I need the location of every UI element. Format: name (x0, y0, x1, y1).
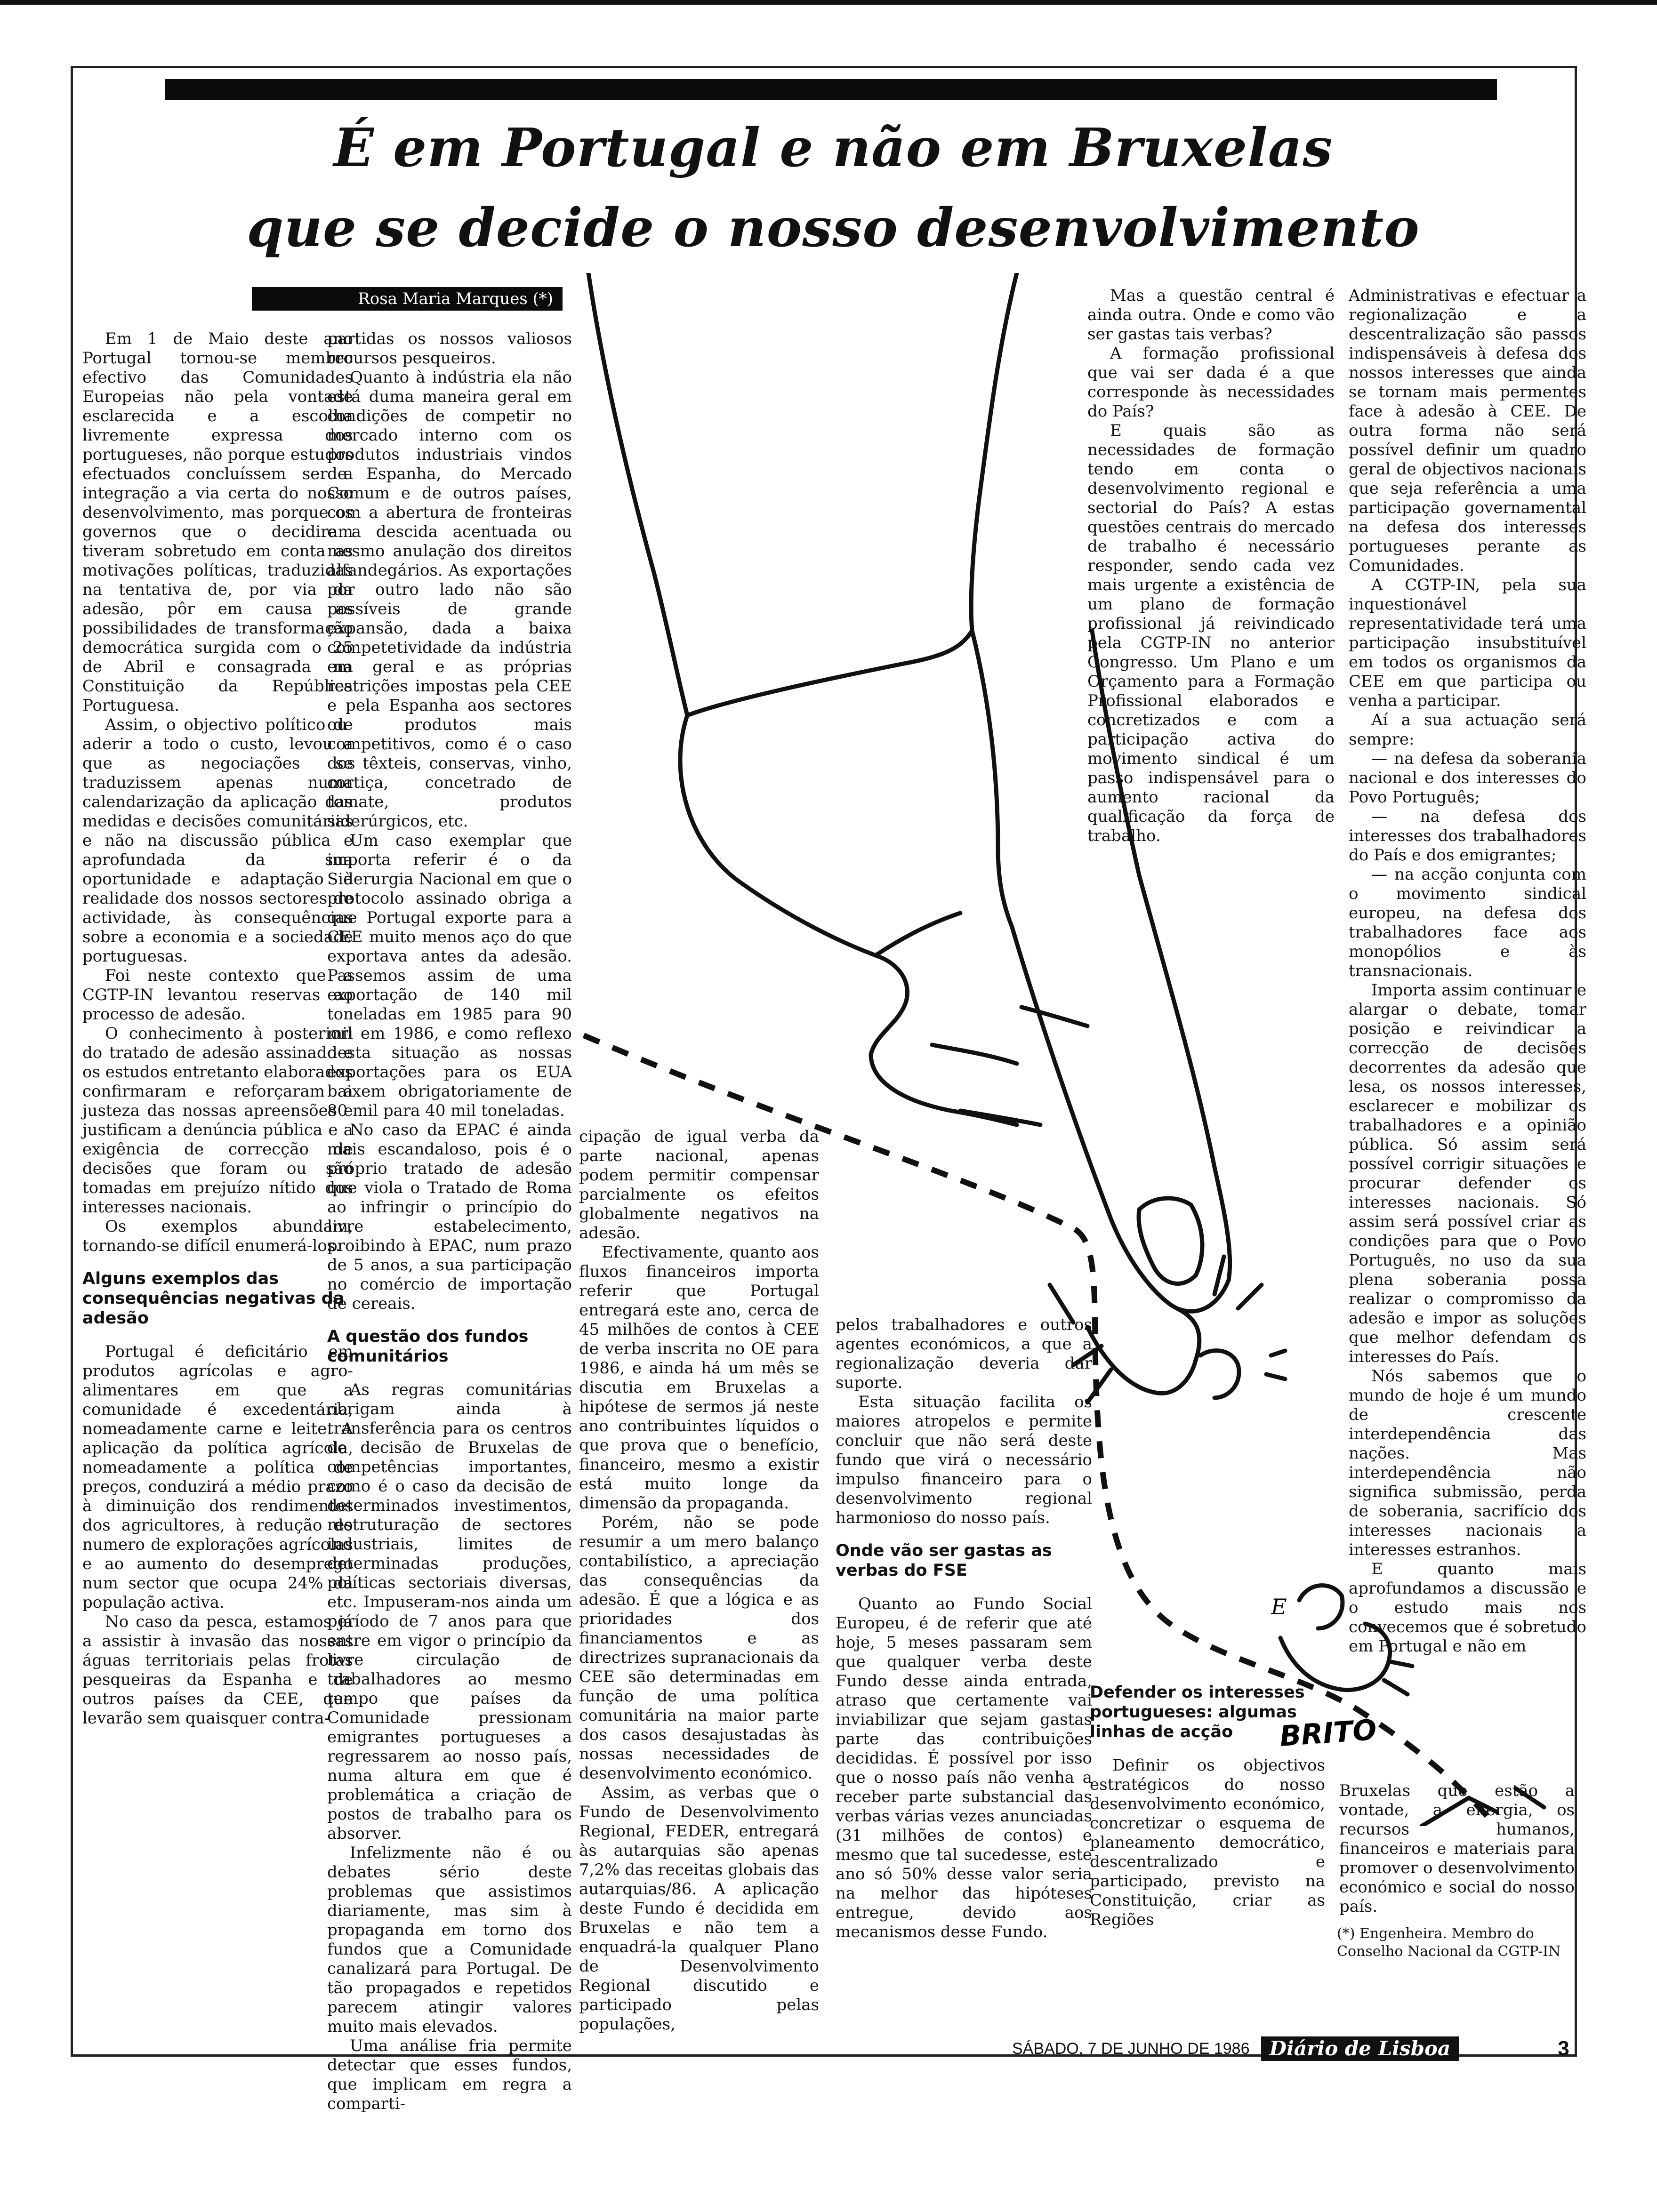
wrist-line (972, 631, 1012, 927)
paragraph: E quais são as necessidades de formação tendo em conta o desenvolvimento regional e sectorial do País? A estas questões centrais do mercado de trabalho é necessário responder, sendo cada vez mais urgente a existência de um plano de formação profissional já reivindicado pela CGTP-IN no anterior Congresso. Um Plano e um Orçamento para a Formação Profissional elaborados e concretizados e com a participação activa do movimento sindical é um passo indispensável para o aumento racional da qualificação da força de trabalho. (1087, 421, 1335, 845)
newspaper-masthead: Diário de Lisboa (1261, 2036, 1459, 2061)
sleeve-left-edge (588, 273, 687, 715)
column-1 (82, 329, 353, 1728)
paragraph: Nós sabemos que o mundo de hoje é um mundo de crescente interdependência das nações. Mas interdependência não significa submissão, perda de soberania, sacrifício dos interesses nacionais a interesses estranhos. (1349, 1367, 1586, 1559)
paragraph: Efectivamente, quanto aos fluxos financeiros importa referir que Portugal entregará este ano, cerca de 45 milhões de contos à CEE de verba inscrita no OE para 1986, e ainda há um mês se discutia em Bruxelas a hipótese de sermos já neste ano contribuintes líquidos o que prova que o benefício, financeiro, mesmo a existir está muito longe da dimensão da propaganda. (579, 1243, 819, 1513)
headline-line-1: É em Portugal e não em Bruxelas (333, 117, 1333, 179)
section-heading: Alguns exemplos das consequências negativas da adesão (82, 1269, 345, 1328)
paragraph: Aí a sua actuação será sempre: (1349, 711, 1586, 749)
paragraph: A CGTP-IN, pela sua inquestionável representatividade terá uma participação insubstituível em todos os organismos da CEE em que participa ou venha a participar. (1349, 576, 1586, 710)
paragraph: Em 1 de Maio deste ano Portugal tornou-se membro efectivo das Comunidades Europeias não pela vontade esclarecida e a escolha livremente expressa dos portugueses, não porque estudos efectuados concluíssem ser a integração a via certa do nosso desenvolvimento, mas porque os governos que o decidiram tiveram sobretudo em conta as motivações políticas, traduzidas na tentativa de, por via da adesão, pôr em causa as possibilidades de transformação democrática surgida com o 25 de Abril e consagrada na Constituição da República Portuguesa. (82, 329, 353, 715)
knuckle-3 (1022, 1007, 1087, 1026)
column-5 (1087, 286, 1335, 846)
paragraph: — na defesa dos interesses dos trabalhadores do País e dos emigrantes; (1349, 807, 1586, 865)
paragraph: Importa assim continuar e alargar o debate, tomar posição e reivindicar a correcção de decisões decorrentes da adesão que lesa, os nossos interesses, esclarecer e mobilizar os trabalhadores e a opinião pública. Só assim será possível corrigir situações e procurar defender os interesses nacionais. Só assim será possível criar as condições para que o Povo Português, no uso da sua plena soberania possa realizar o compromisso da adesão e impor as soluções que melhor defendam os interesses do País. (1349, 981, 1586, 1366)
paragraph: No caso da pesca, estamos já a assistir à invasão das nossas águas territoriais pelas frotas pesqueiras da Espanha e de outros países da CEE, que levarão sem quaisquer contra- (82, 1612, 353, 1728)
paragraph: No caso da EPAC é ainda mais escandaloso, pois é o próprio tratado de adesão que viola o Tratado de Roma ao infringir o princípio do livre estabelecimento, proibindo à EPAC, num prazo de 5 anos, a sua participação no comércio de importação de cereais. (327, 1121, 572, 1313)
section-heading: Defender os interesses portugueses: algumas linhas de acção (1090, 1683, 1305, 1741)
second-figure-head (1299, 1586, 1343, 1628)
fingernail (1139, 1198, 1202, 1283)
column-2 (327, 329, 572, 2114)
paragraph: As regras comunitárias obrigam ainda à transferência para os centros de decisão de Bruxelas de competências importantes, como é o caso da decisão de determinados investimentos, restruturação de sectores industriais, limites de determinadas produções, políticas sectoriais diversas, etc. Impuseram-nos ainda um período de 7 anos para que entre em vigor o princípio da livre circulação de trabalhadores ao mesmo tempo que países da Comunidade pressionam emigrantes portugueses a regressarem ao nosso país, numa altura em que é problemática a criação de postos de trabalho para os absorver. (327, 1380, 572, 1843)
paragraph: A formação profissional que vai ser dada é a que corresponde às necessidades do País? (1087, 344, 1335, 421)
issue-date: SÁBADO, 7 DE JUNHO DE 1986 (1012, 2039, 1250, 2058)
paragraph: Mas a questão central é ainda outra. Onde e como vão ser gastas tais verbas? (1087, 286, 1335, 344)
author-footnote: (*) Engenheira. Membro do Conselho Nacional da CGTP-IN (1337, 1925, 1561, 1960)
paragraph: Definir os objectivos estratégicos do nosso desenvolvimento económico, concretizar o esquema de planeamento democrático, descentralizado e participado, previsto na Constituição, criar as Regiões (1090, 1756, 1325, 1929)
column-5-lower (1090, 1683, 1325, 1930)
thumb-crease (876, 913, 960, 955)
paragraph: Administrativas e efectuar a regionalização e a descentralização são passos indispensáveis à defesa dos nossos interesses que ainda se tornam mais permentes face à adesão à CEE. De outra forma não será possível definir um quadro geral de objectivos nacionais que seja referência a uma participação governamental na defesa dos interesses portugueses perante as Comunidades. (1349, 286, 1586, 575)
column-4 (836, 1315, 1092, 1942)
paragraph: Quanto à indústria ela não está duma maneira geral em condições de competir no mercado interno com os produtos industriais vindos de Espanha, do Mercado Comum e de outros países, com a abertura de fronteiras e a descida acentuada ou mesmo anulação dos direitos alfandegários. As exportações por outro lado não são possíveis de grande expansão, dada a baixa competetividade da indústria em geral e as próprias restrições impostas pela CEE e pela Espanha aos sectores ou produtos mais competitivos, como é o caso dos têxteis, conservas, vinho, cortiça, concetrado de tomate, produtos siderúrgicos, etc. (327, 368, 572, 831)
small-figure-head (1200, 1351, 1239, 1398)
paragraph: Esta situação facilita os maiores atropelos e permite concluir que não será deste fundo que virá o necessário impulso financeiro para o desenvolvimento regional harmonioso do nosso país. (836, 1393, 1092, 1527)
paragraph: Assim, as verbas que o Fundo de Desenvolvimento Regional, FEDER, entregará às autarquias são apenas 7,2% das receitas globais das autarquias/86. A aplicação deste Fundo é decidida em Bruxelas e não tem a enquadrá-la qualquer Plano de Desenvolvimento Regional discutido e participado pelas populações, (579, 1783, 819, 2034)
paragraph: Bruxelas que estão a vontade, a energia, os recursos humanos, financeiros e materiais para promover o desenvolvimento económico e social do nosso país. (1339, 1781, 1575, 1916)
page-number: 3 (1558, 2037, 1569, 2060)
headline (151, 108, 1516, 268)
headline-rule (165, 79, 1497, 100)
paragraph: Infelizmente não é ou debates sério deste problemas que assistimos diariamente, mas sim à propaganda em torno dos fundos que a Comunidade canalizará para Portugal. De tão propagados e repetidos parecem atingir valores muito mais elevados. (327, 1843, 572, 2036)
paragraph: O conhecimento à posteriori do tratado de adesão assinado e os estudos entretanto elaborados confirmaram e reforçaram a justeza das nossas apreensões e justificam a denúncia pública e a exigência de correcção de decisões que foram ou são tomadas em prejuízo nítido dos interesses nacionais. (82, 1024, 353, 1217)
paragraph: Um caso exemplar que importa referir é o da Siderurgia Nacional em que o protocolo assinado obriga a que Portugal exporte para a CEE muito menos aço do que exportava antes da adesão. Passemos assim de uma exportação de 140 mil toneladas em 1985 para 90 mil em 1986, e como reflexo desta situação as nossas exportações para os EUA baixem obrigatoriamente de 80 mil para 40 mil toneladas. (327, 831, 572, 1120)
section-heading: Onde vão ser gastas as verbas do FSE (836, 1541, 1052, 1580)
paragraph: Quanto ao Fundo Social Europeu, é de referir que até hoje, 5 meses passaram sem que qualquer verba deste Fundo desse ainda entrada, atraso que certamente vai inviabilizar que sejam gastas parte das contribuições decididas. É possível por isso que o nosso país não venha a receber parte substancial das verbas várias vezes anunciadas (31 milhões de contos) e mesmo que tal sucedesse, este ano só 50% desse valor seria na melhor das hipóteses entregue, devido aos mecanismos desse Fundo. (836, 1595, 1092, 1941)
paragraph: pelos trabalhadores e outros agentes económicos, a que a regionalização deveria dar suporte. (836, 1315, 1092, 1392)
paragraph: partidas os nossos valiosos recursos pesqueiros. (327, 329, 572, 368)
headline-line-2: que se decide o nosso desenvolvimento (247, 197, 1420, 259)
sleeve-right-edge (971, 273, 1017, 631)
column-6 (1349, 286, 1586, 1656)
cartoonist-signature: BRITO (1279, 1713, 1378, 1753)
paragraph: — na defesa da soberania nacional e dos interesses do Povo Português; (1349, 749, 1586, 807)
paragraph: — na acção conjunta com o movimento sindical europeu, na defesa dos trabalhadores face aos monopólios e às transnacionais. (1349, 865, 1586, 980)
paragraph: Assim, o objectivo político de aderir a todo o custo, levou a que as negociações se traduzissem apenas numa calendarização da aplicação das medidas e decisões comunitárias e não na discussão pública e aprofundada da sua oportunidade e adaptação à realidade dos nossos sectores de actividade, às consequências sobre a economia e a sociedade portuguesas. (82, 715, 353, 966)
paragraph: Foi neste contexto que a CGTP-IN levantou reservas ao processo de adesão. (82, 966, 353, 1024)
paragraph: Uma análise fria permite detectar que esses fundos, que implicam em regra a comparti- (327, 2036, 572, 2113)
hand-outline (680, 715, 1017, 1125)
knuckle-1 (932, 1045, 1017, 1064)
column-3 (579, 1127, 819, 2034)
sleeve-cuff (687, 631, 972, 715)
paragraph: Portugal é deficitário em produtos agrícolas e agro-alimentares em que a comunidade é excedentária, nomeadamente carne e leite. A aplicação da política agrícola, nomeadamente a política de preços, conduzirá a médio prazo à diminuição dos rendimentos dos agricultores, à redução do numero de explorações agrícolas e ao aumento do desemprego num sector que ocupa 24% da população activa. (82, 1342, 353, 1612)
paragraph: Porém, não se pode resumir a um mero balanço contabilístico, a apreciação das consequências da adesão. É que a lógica e as prioridades dos financiamentos e as directrizes supranacionais da CEE são determinadas em função de uma política comunitária na maior parte dos casos desajustadas às nossas necessidades de desenvolvimento económico. (579, 1513, 819, 1783)
paragraph: E quanto mais aprofundamos a discussão e o estudo mais nos convecemos que é sobretudo em Portugal e não em (1349, 1560, 1586, 1656)
page-footer (1012, 2036, 1569, 2062)
column-6-lower (1339, 1781, 1575, 1916)
scan-top-edge (0, 0, 1657, 5)
paragraph: Os exemplos abundam, tornando-se difícil enumerá-los. (82, 1217, 353, 1255)
paragraph: cipação de igual verba da parte nacional, apenas podem permitir compensar parcialmente os efeitos globalmente negativos na adesão. (579, 1127, 819, 1242)
speech-letter: E (1271, 1594, 1287, 1619)
section-heading: A questão dos fundos comunitários (327, 1327, 529, 1366)
byline: Rosa Maria Marques (*) (358, 289, 553, 308)
